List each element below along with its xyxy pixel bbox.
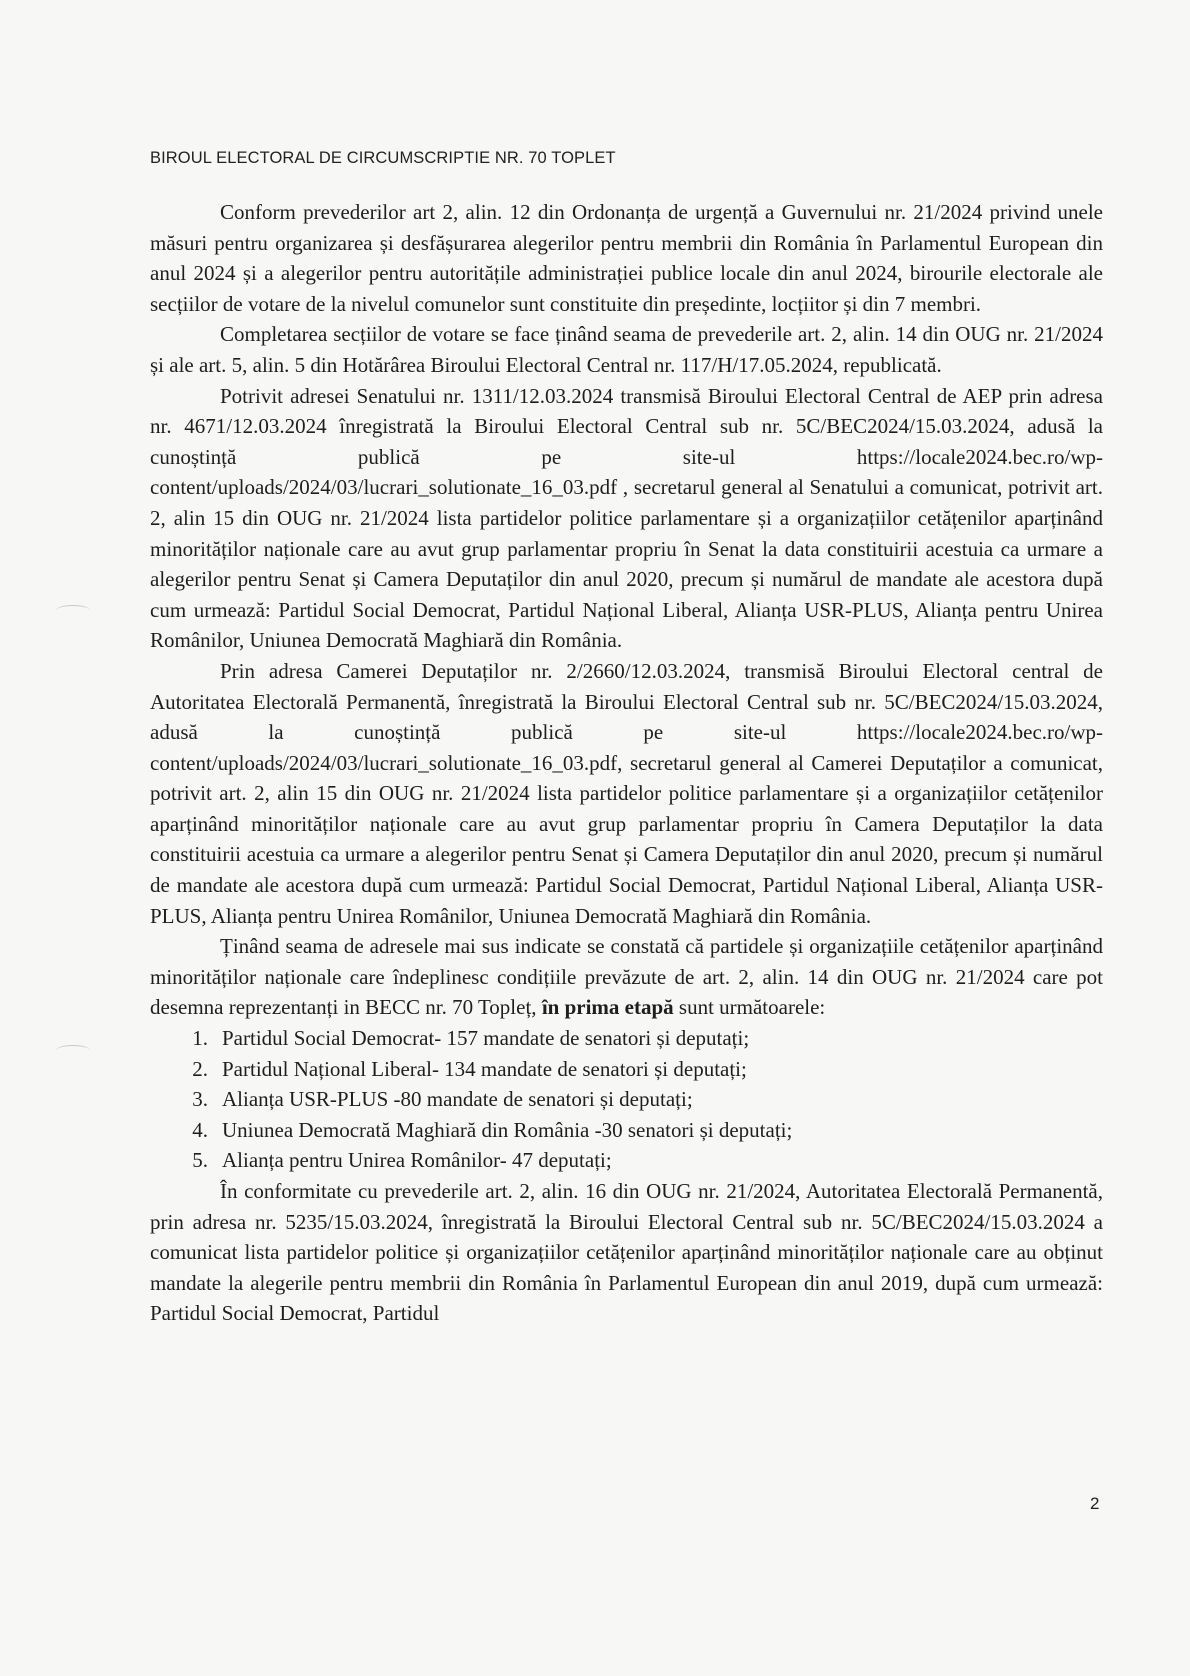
list-number: 5. [192,1148,208,1173]
list-item [150,1115,1103,1146]
list-number: 4. [192,1117,208,1142]
document-body [150,197,1103,1329]
list-item [150,1054,1103,1085]
paragraph-text: Ținând seama de adresele mai sus indicate se constată că partidele și organizațiile cetățenilor aparținând minorităților naționale care îndeplinesc condițiile prevăzute de art. 2, alin. 14 din OUG nr. 21/2024 care pot desemna reprezentanți in BECC nr. 70 Topleț, [150,934,1103,1020]
paragraph: Prin adresa Camerei Deputaților nr. 2/2660/12.03.2024, transmisă Biroului Electoral central de Autoritatea Electorală Permanentă, înregistrată la Biroului Electoral Central sub nr. 5C/BEC2024/15.03.2024, adusă la cunoștință publică pe site-ul https://locale2024.bec.ro/wp-content/uploads/2024/03/lucrari_solutionate_16_03.pdf, secretarul general al Camerei Deputaților a comunicat, potrivit art. 2, alin 15 din OUG nr. 21/2024 lista partidelor politice parlamentare și a organizațiilor cetățenilor aparținând minorităților naționale care au avut grup parlamentar propriu în Camera Deputaților la data constituirii acestuia ca urmare a alegerilor pentru Senat și Camera Deputaților din anul 2020, precum și numărul de mandate ale acestora după cum urmează: Partidul Social Democrat, Partidul Național Liberal, Alianța USR-PLUS, Alianța pentru Unirea Românilor, Uniunea Democrată Maghiară din România. [150,658,1103,928]
list-item [150,1084,1103,1115]
list-number: 1. [192,1026,208,1051]
paragraph [150,931,1103,1023]
page-number: 2 [1090,1494,1100,1513]
paragraph-text: sunt următoarele: [678,995,826,1020]
paragraph: Conform prevederilor art 2, alin. 12 din Ordonanța de urgență a Guvernului nr. 21/2024 privind unele măsuri pentru organizarea și desfășurarea alegerilor pentru membrii din România în Parlamentul European din anul 2024 și a alegerilor pentru autoritățile administrației publice locale din anul 2024, birourile electorale ale secțiilor de votare de la nivelul comunelor sunt constituite din președinte, locțiitor și din 7 membri. [150,200,1103,316]
party-list [150,1023,1103,1176]
punch-hole-mark [56,605,90,616]
list-text: Partidul Național Liberal- 134 mandate de senatori și deputați; [222,1056,747,1081]
list-text: Alianța pentru Unirea Românilor- 47 deputați; [222,1148,612,1173]
list-number: 2. [192,1056,208,1081]
document-header: BIROUL ELECTORAL DE CIRCUMSCRIPTIE NR. 70 TOPLET [150,149,616,167]
list-text: Partidul Social Democrat- 157 mandate de senatori și deputați; [222,1026,750,1051]
list-item [150,1023,1103,1054]
punch-hole-mark [56,1045,90,1056]
list-item [150,1145,1103,1176]
list-text: Uniunea Democrată Maghiară din România -30 senatori și deputați; [222,1117,793,1142]
list-number: 3. [192,1087,208,1112]
paragraph: Potrivit adresei Senatului nr. 1311/12.03.2024 transmisă Biroului Electoral Central de AEP prin adresa nr. 4671/12.03.2024 înregistrată la Biroului Electoral Central sub nr. 5C/BEC2024/15.03.2024, adusă la cunoștință publică pe site-ul https://locale2024.bec.ro/wp-content/uploads/2024/03/lucrari_solutionate_16_03.pdf , secretarul general al Senatului a comunicat, potrivit art. 2, alin 15 din OUG nr. 21/2024 lista partidelor politice parlamentare și a organizațiilor cetățenilor aparținând minorităților naționale care au avut grup parlamentar propriu în Senat la data constituirii acestuia ca urmare a alegerilor pentru Senat și Camera Deputaților din anul 2020, precum și numărul de mandate ale acestora după cum urmează: Partidul Social Democrat, Partidul Național Liberal, Alianța USR-PLUS, Alianța pentru Unirea Românilor, Uniunea Democrată Maghiară din România. [150,383,1103,653]
list-text: Alianța USR-PLUS -80 mandate de senatori și deputați; [222,1087,693,1112]
bold-emphasis: în prima etapă [541,995,674,1020]
paragraph: Completarea secțiilor de votare se face ținând seama de prevederile art. 2, alin. 14 din OUG nr. 21/2024 și ale art. 5, alin. 5 din Hotărârea Biroului Electoral Central nr. 117/H/17.05.2024, republicată. [150,322,1103,377]
paragraph: În conformitate cu prevederile art. 2, alin. 16 din OUG nr. 21/2024, Autoritatea Electorală Permanentă, prin adresa nr. 5235/15.03.2024, înregistrată la Biroului Electoral Central sub nr. 5C/BEC2024/15.03.2024 a comunicat lista partidelor politice și organizațiilor cetățenilor aparținând minorităților naționale care au obținut mandate la alegerile pentru membrii din România în Parlamentul European din anul 2019, după cum urmează: Partidul Social Democrat, Partidul [150,1179,1103,1326]
